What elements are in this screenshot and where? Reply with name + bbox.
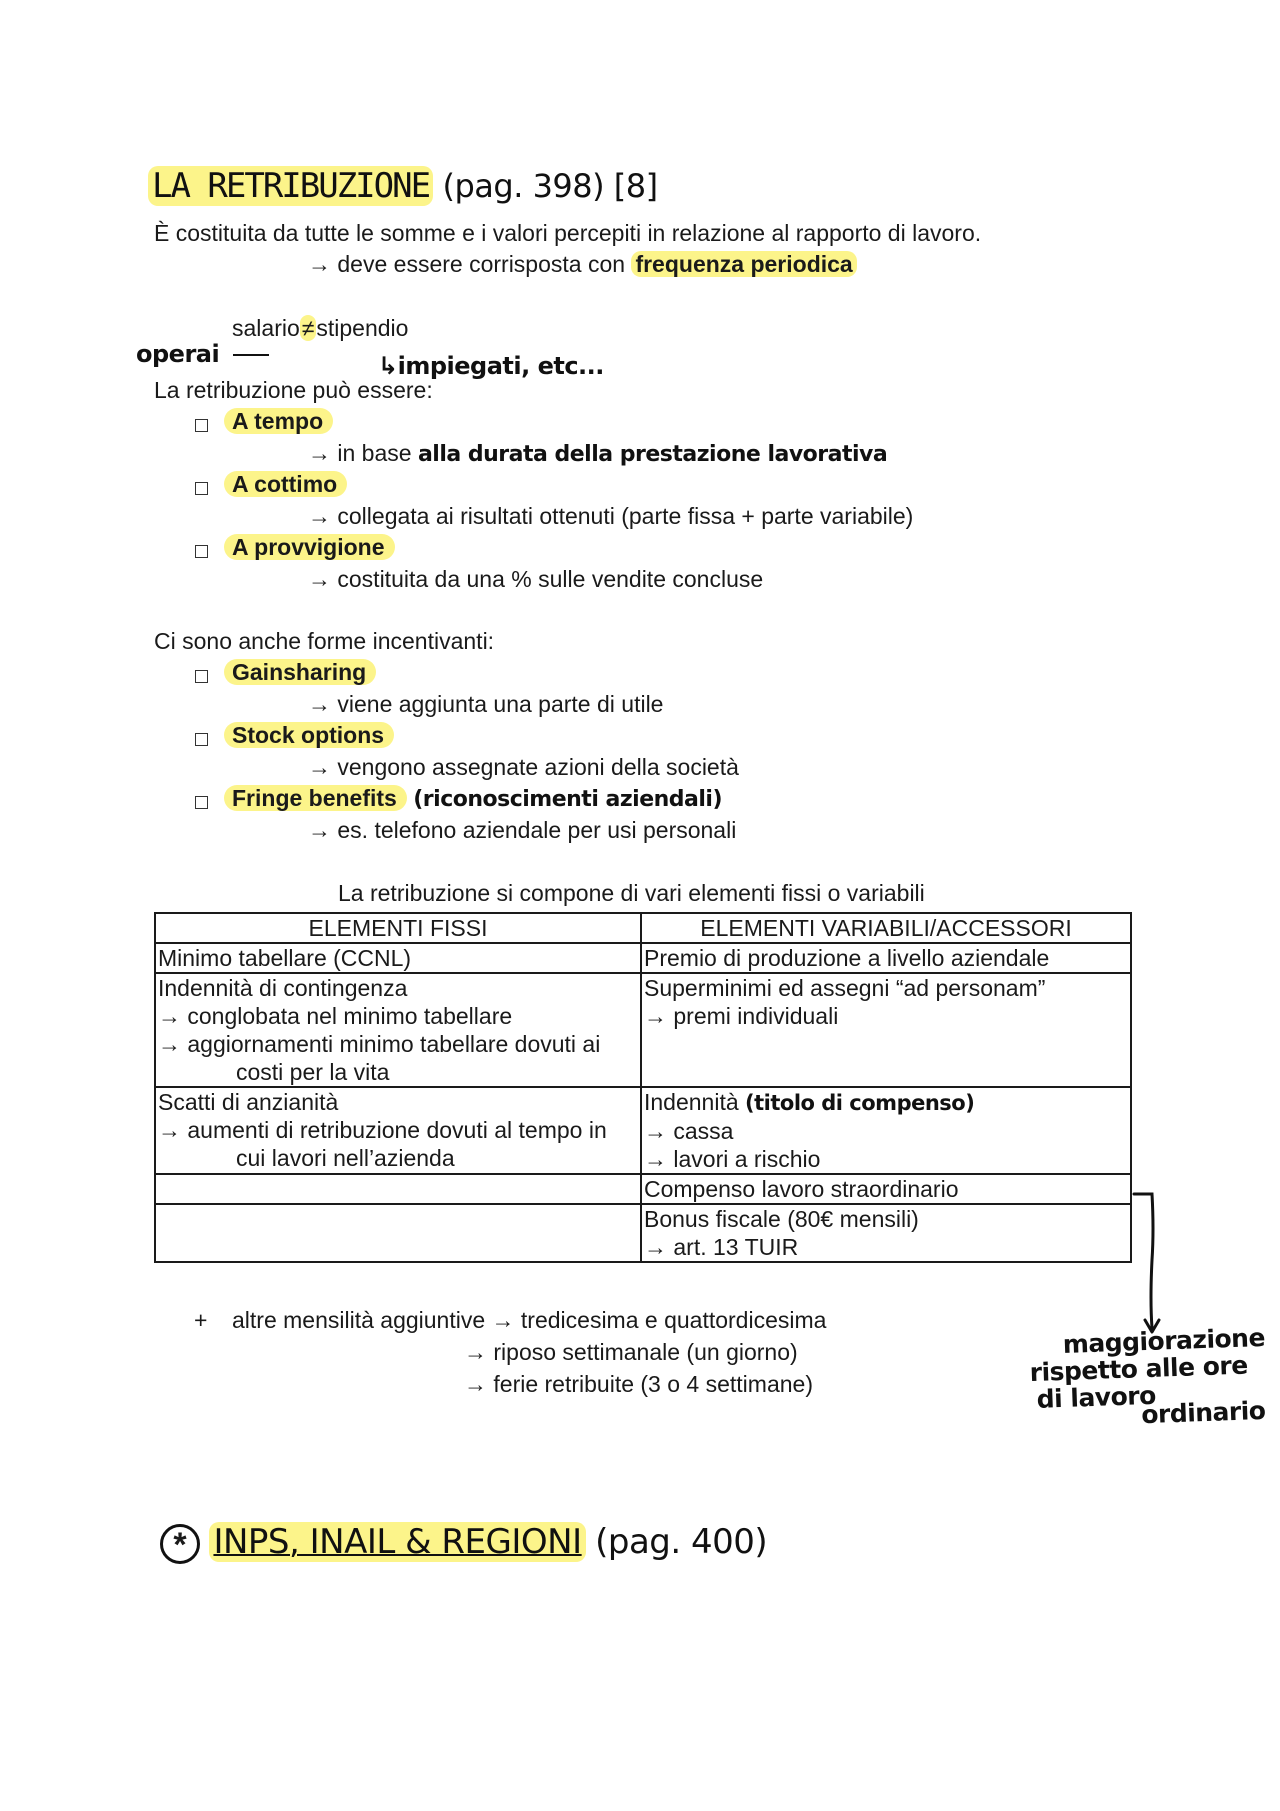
definition-text: È costituita da tutte le somme e i valori percepiti in relazione al rapporto di lavoro. (154, 220, 982, 246)
incentive-desc-fringe: → es. telefono aziendale per usi personali (308, 817, 737, 843)
cell-line: Scatti di anzianità (158, 1089, 339, 1115)
bracket-arrow-icon (1130, 1190, 1190, 1340)
table-cell (155, 1087, 641, 1174)
checkbox-icon (195, 670, 208, 683)
side-note-line: ordinario (1140, 1395, 1266, 1430)
extras-plus: + (194, 1307, 208, 1333)
incentive-label-stock (232, 721, 394, 749)
checkbox-icon (195, 419, 208, 432)
incentive-desc-gainsharing: → viene aggiunta una parte di utile (308, 691, 664, 717)
cell-line: Indennità di contingenza (158, 975, 408, 1001)
type-label-cottimo (232, 470, 347, 498)
side-note-line: di lavoro (1036, 1380, 1157, 1414)
type-desc-cottimo: → collegata ai risultati ottenuti (parte fissa + parte variabile) (308, 503, 914, 529)
cell-hand-note: (titolo di compenso) (745, 1091, 975, 1115)
retribution-table (154, 912, 1132, 1263)
table-cell (641, 973, 1131, 1087)
cell-line: Bonus fiscale (80€ mensili) (644, 1206, 919, 1232)
cell-line: → premi individuali (644, 1003, 839, 1029)
table-cell (641, 943, 1131, 973)
table-cell (641, 1087, 1131, 1174)
periodic-line (308, 250, 857, 278)
title-main: LA RETRIBUZIONE (148, 166, 433, 206)
table-row (155, 1174, 1131, 1204)
cell-line: → art. 13 TUIR (644, 1234, 799, 1260)
incentive-note-fringe: (riconoscimenti aziendali) (413, 787, 723, 812)
cell-line: costi per la vita (236, 1059, 390, 1085)
type-desc-provvigione: → costituita da una % sulle vendite concluse (308, 566, 764, 592)
checkbox-icon (195, 545, 208, 558)
note-operai (136, 340, 269, 368)
table-cell (155, 1174, 641, 1204)
arrow-icon (233, 354, 269, 356)
periodic-prefix: → deve essere corrisposta con (308, 251, 626, 277)
incentive-label-gainsharing (232, 658, 376, 686)
table-cell (155, 943, 641, 973)
side-note-line: rispetto alle ore (1029, 1350, 1249, 1388)
table-caption: La retribuzione si compone di vari elementi fissi o variabili (338, 880, 925, 906)
types-intro: La retribuzione può essere: (154, 377, 433, 403)
type-label-provvigione-text: A provvigione (224, 534, 395, 560)
type-label-tempo-text: A tempo (224, 408, 333, 434)
cell-line: → aumenti di retribuzione dovuti al tempo in (158, 1117, 607, 1143)
table-row (155, 943, 1131, 973)
cell-line: Superminimi ed assegni “ad personam” (644, 975, 1046, 1001)
header-variable: ELEMENTI VARIABILI/ACCESSORI (641, 913, 1131, 943)
table-row (155, 1204, 1131, 1262)
incentives-intro: Ci sono anche forme incentivanti: (154, 628, 495, 654)
footer-ref: (pag. 400) (595, 1522, 768, 1562)
side-note (1028, 1324, 1268, 1432)
extras-line1: altre mensilità aggiuntive → tredicesima e quattordicesima (232, 1307, 827, 1333)
cell-line: → conglobata nel minimo tabellare (158, 1003, 513, 1029)
periodic-highlight: frequenza periodica (631, 251, 856, 277)
cell-line: → lavori a rischio (644, 1146, 821, 1172)
incentive-desc-stock: → vengono assegnate azioni della società (308, 754, 739, 780)
type-label-cottimo-text: A cottimo (224, 471, 347, 497)
neq-symbol: ≠ (301, 315, 315, 341)
cell-line: → cassa (644, 1118, 734, 1144)
table-cell (641, 1174, 1131, 1204)
footer-title (160, 1520, 767, 1564)
type-label-tempo (232, 407, 333, 435)
page-title (148, 166, 658, 206)
table-cell (641, 1204, 1131, 1262)
cell-line (644, 1088, 1128, 1117)
cell-line: Minimo tabellare (CCNL) (158, 945, 412, 971)
checkbox-icon (195, 733, 208, 746)
cell-line: Premio di produzione a livello aziendale (644, 945, 1050, 971)
type-desc-tempo-prefix: → in base (308, 440, 412, 466)
table-cell (155, 1204, 641, 1262)
incentive-label-gainsharing-text: Gainsharing (224, 659, 376, 685)
asterisk-icon: * (173, 1526, 187, 1565)
cell-text: Indennità (644, 1089, 739, 1115)
note-impiegati-arrow-icon: ↳ (378, 352, 398, 380)
salario-line (232, 314, 408, 342)
checkbox-icon (195, 796, 208, 809)
cell-line: cui lavori nell’azienda (236, 1145, 455, 1171)
type-desc-tempo (308, 439, 887, 469)
incentive-label-fringe (232, 784, 722, 814)
table-cell (155, 973, 641, 1087)
table-header-row (155, 913, 1131, 943)
cell-line: Compenso lavoro straordinario (644, 1176, 959, 1202)
note-impiegati-text: impiegati, etc... (397, 352, 604, 380)
salario-left: salario (232, 315, 300, 341)
asterisk-circle-icon (160, 1524, 200, 1564)
title-ref: (pag. 398) [8] (442, 167, 658, 205)
table-row (155, 973, 1131, 1087)
type-desc-tempo-hand: alla durata della prestazione lavorativa (417, 442, 888, 467)
type-label-provvigione (232, 533, 395, 561)
incentive-label-fringe-text: Fringe benefits (224, 785, 407, 811)
note-operai-text: operai (136, 340, 220, 368)
checkbox-icon (195, 482, 208, 495)
header-fixed: ELEMENTI FISSI (155, 913, 641, 943)
side-note-line: maggiorazione (1062, 1322, 1266, 1359)
extras-line2: → riposo settimanale (un giorno) (464, 1339, 798, 1365)
extras-line3: → ferie retribuite (3 o 4 settimane) (464, 1371, 813, 1397)
footer-main: INPS, INAIL & REGIONI (209, 1522, 585, 1562)
incentive-label-stock-text: Stock options (224, 722, 394, 748)
salario-right: stipendio (316, 315, 409, 341)
table-row (155, 1087, 1131, 1174)
cell-line: → aggiornamenti minimo tabellare dovuti ai (158, 1031, 601, 1057)
